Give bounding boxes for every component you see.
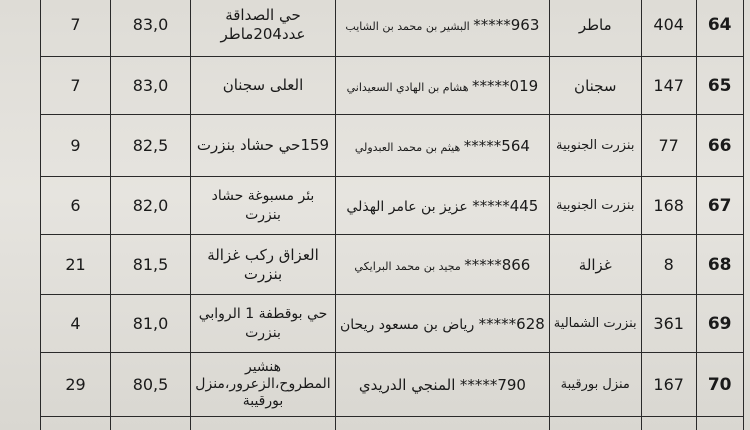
table-row [41,115,744,177]
rank-cell: 67 [696,177,743,235]
city-cell: بنزرت الجنوبية [549,177,641,235]
code-cell: 77 [641,115,696,177]
name-text: البشير بن محمد بن الشايب [345,19,470,33]
code-cell: 404 [641,0,696,57]
table-row [41,177,744,235]
score-cell: 80,5 [111,353,191,417]
count-cell [41,417,111,430]
score-cell: 83,0 [111,57,191,115]
rank-cell: 64 [696,0,743,57]
table-row [41,417,744,430]
table-row [41,0,744,57]
score-cell: 83,0 [111,0,191,57]
table-row [41,57,744,115]
address-cell: العلى سجنان [191,57,336,115]
score-cell: 82,5 [111,115,191,177]
address-cell: 159حي حشاد بنزرت [191,115,336,177]
count-cell: 21 [41,235,111,295]
score-cell: 81,0 [111,295,191,353]
count-cell: 7 [41,57,111,115]
city-cell: سجنان [549,57,641,115]
score-cell [111,417,191,430]
address-cell [191,417,336,430]
count-cell: 29 [41,353,111,417]
id-text: 790***** [459,375,526,394]
table-row [41,295,744,353]
name-text: المنجي الدريدي [358,375,456,394]
name-cell [336,0,550,57]
city-cell: ماطر [549,0,641,57]
address-cell: حي الصداقة عدد204ماطر [191,0,336,57]
name-cell [336,295,550,353]
name-cell [336,417,550,430]
name-text: رياض بن مسعود ريحان [340,316,475,333]
name-text: مجيد بن محمد البرايكي [354,259,461,273]
rank-cell: 66 [696,115,743,177]
table-row [41,235,744,295]
id-text: 963***** [473,15,540,34]
id-text: 445***** [472,196,539,215]
city-cell: بنزرت الشمالية [549,295,641,353]
code-cell: 167 [641,353,696,417]
code-cell [641,417,696,430]
name-cell [336,353,550,417]
count-cell: 4 [41,295,111,353]
code-cell: 147 [641,57,696,115]
score-cell: 82,0 [111,177,191,235]
id-text: 564***** [463,136,530,155]
city-cell [549,417,641,430]
name-cell [336,177,550,235]
rank-cell: 69 [696,295,743,353]
ranking-table [40,0,744,430]
id-text: 866***** [464,255,531,274]
name-text: هشام بن الهادي السعيداني [346,80,469,94]
address-cell: هنشير المطروح،الزعرور،منزل بورقيبة [191,353,336,417]
rank-cell: 65 [696,57,743,115]
rank-cell: 70 [696,353,743,417]
count-cell: 6 [41,177,111,235]
name-cell [336,115,550,177]
count-cell: 7 [41,0,111,57]
name-text: عزيز بن عامر الهذلي [346,198,468,215]
name-cell [336,57,550,115]
code-cell: 168 [641,177,696,235]
city-cell: بنزرت الجنوبية [549,115,641,177]
address-cell: بئر مسبوغة حشاد بنزرت [191,177,336,235]
id-text: 628***** [478,314,545,333]
count-cell: 9 [41,115,111,177]
score-cell: 81,5 [111,235,191,295]
code-cell: 8 [641,235,696,295]
rank-cell [696,417,743,430]
code-cell: 361 [641,295,696,353]
id-text: 019***** [472,76,539,95]
address-cell: حي بوقطفة 1 الروابي بنزرت [191,295,336,353]
table-row [41,353,744,417]
name-cell [336,235,550,295]
name-text: هيثم بن محمد العبدولي [354,140,461,154]
address-cell: العزاق ركب غزالة بنزرت [191,235,336,295]
rank-cell: 68 [696,235,743,295]
city-cell: منزل بورقيبة [549,353,641,417]
city-cell: غزالة [549,235,641,295]
